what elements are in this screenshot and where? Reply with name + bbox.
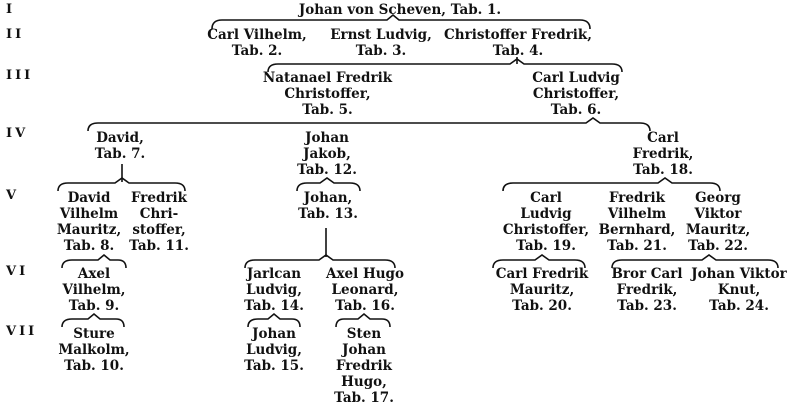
person-fredrik-christoffer: Fredrik Chri- stoffer, Tab. 11. bbox=[129, 190, 189, 254]
brace-gen4 bbox=[88, 118, 650, 131]
person-sture-malkolm: Sture Malkolm, Tab. 10. bbox=[58, 326, 130, 374]
person-bror-carl: Bror Carl Fredrik, Tab. 23. bbox=[611, 266, 683, 314]
person-carl-ludvig-6: Carl Ludvig Christoffer, Tab. 6. bbox=[532, 70, 620, 118]
person-axel-vilhelm: Axel Vilhelm, Tab. 9. bbox=[62, 266, 126, 314]
person-johan-jakob: Johan Jakob, Tab. 12. bbox=[297, 130, 357, 178]
person-carl-fredrik-18: Carl Fredrik, Tab. 18. bbox=[632, 130, 694, 178]
person-johan-viktor: Johan Viktor Knut, Tab. 24. bbox=[691, 266, 787, 314]
person-christoffer-fredrik: Christoffer Fredrik, Tab. 4. bbox=[444, 27, 592, 59]
person-johan-ludvig: Johan Ludvig, Tab. 15. bbox=[244, 326, 304, 374]
person-david-7: David, Tab. 7. bbox=[94, 130, 146, 162]
person-johan-von-scheven: Johan von Scheven, Tab. 1. bbox=[298, 2, 502, 18]
generation-label-6: VI bbox=[6, 264, 29, 279]
person-axel-hugo: Axel Hugo Leonard, Tab. 16. bbox=[326, 266, 404, 314]
person-carl-ludvig-19: Carl Ludvig Christoffer, Tab. 19. bbox=[502, 190, 590, 254]
person-ernst-ludvig: Ernst Ludvig, Tab. 3. bbox=[330, 27, 432, 59]
person-georg-viktor: Georg Viktor Mauritz, Tab. 22. bbox=[685, 190, 751, 254]
generation-label-4: IV bbox=[6, 126, 29, 141]
person-carl-fredrik-20: Carl Fredrik Mauritz, Tab. 20. bbox=[495, 266, 589, 314]
person-jarlcan-ludvig: Jarlcan Ludvig, Tab. 14. bbox=[244, 266, 304, 314]
person-sten-johan: Sten Johan Fredrik Hugo, Tab. 17. bbox=[334, 326, 394, 406]
generation-label-2: II bbox=[6, 27, 25, 42]
person-david-vilhelm: David Vilhelm Mauritz, Tab. 8. bbox=[56, 190, 122, 254]
generation-label-3: III bbox=[6, 68, 34, 83]
person-johan-13: Johan, Tab. 13. bbox=[298, 190, 358, 222]
generation-label-5: V bbox=[6, 188, 20, 203]
generation-label-7: VII bbox=[6, 324, 38, 339]
person-fredrik-vilhelm: Fredrik Vilhelm Bernhard, Tab. 21. bbox=[598, 190, 676, 254]
person-natanael-fredrik: Natanael Fredrik Christoffer, Tab. 5. bbox=[262, 70, 393, 118]
person-carl-vilhelm: Carl Vilhelm, Tab. 2. bbox=[207, 27, 307, 59]
generation-label-1: I bbox=[6, 2, 16, 17]
